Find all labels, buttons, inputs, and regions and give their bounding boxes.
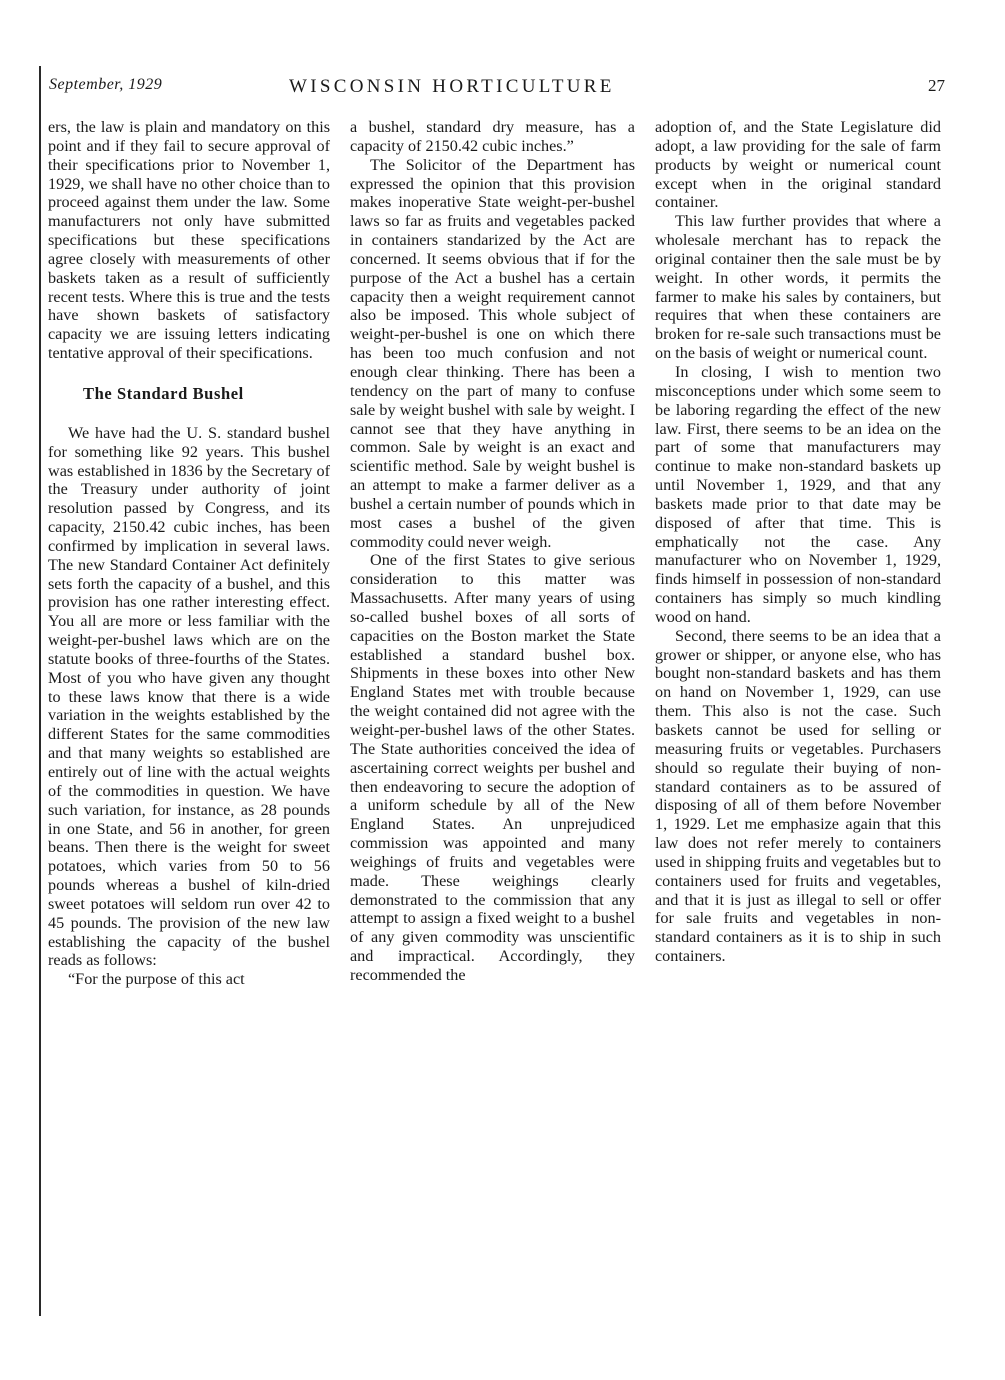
margin-rule <box>39 66 41 1316</box>
paragraph: a bushel, standard dry measure, has a capacity of 2150.42 cubic inches.” <box>350 118 635 155</box>
running-header <box>49 76 945 100</box>
paragraph: In closing, I wish to mention two misconceptions under which some seem to be laboring regarding the effect of the new law. First, there seems to be an idea on the part of some that manufacturers may continue to make non-standard baskets up until November 1, 1929, and that any baskets made prior to that date may be disposed of after that time. This is emphatically not the case. Any manufacturer who on November 1, 1929, finds himself in possession of non-standard containers has simply so much kindling wood on hand. <box>655 362 941 626</box>
text-column-3 <box>655 118 941 966</box>
section-heading: The Standard Bushel <box>83 383 244 403</box>
issue-date: September, 1929 <box>49 76 163 93</box>
paragraph: “For the purpose of this act <box>68 970 245 989</box>
paragraph: One of the first States to give serious consideration to this matter was Massachusetts. After many years of using so-called bushel boxes of all sorts of capacities on the Boston market the State established a standard bushel box. Shipments in these boxes into other New England States met with trouble because the weight contained did not agree with the weight-per-bushel laws of the other States. The State authorities conceived the idea of ascertaining correct weights per bushel and then endeavoring to secure the adoption of a uniform schedule by all of the New England States. An unprejudiced commission was appointed and many weighings of fruits and vegetables were made. These weighings clearly demonstrated to the commission that any attempt to assign a fixed weight to a bushel of any given commodity was unscientific and impractical. Accordingly, they recommended the <box>350 551 635 984</box>
paragraph: Second, there seems to be an idea that a grower or shipper, or anyone else, who has bought non-standard baskets and has them on hand on November 1, 1929, can use them. This also is not the case. Such baskets cannot be used for selling or measuring fruits or vegetables. Purchasers should so regulate their buying of non-standard containers as to be assured of disposing of all of them before November 1, 1929. Let me emphasize again that this law does not refer merely to containers used in shipping fruits and vegetables but to containers used for fruits and vegetables, and that it is just as illegal to sell or offer for sale fruits and vegetables in non-standard containers as it is to ship in such containers. <box>655 626 941 966</box>
paragraph: adoption of, and the State Legislature did adopt, a law providing for the sale of farm products by weight or numerical count except when in the original standard container. <box>655 118 941 212</box>
paragraph: This law further provides that where a wholesale merchant has to repack the original container then the sale must be by weight. In other words, it permits the farmer to make his sales by containers, but requires that when these containers are broken for re-sale such transactions must be on the basis of weight or numerical count. <box>655 212 941 363</box>
paragraph: ers, the law is plain and mandatory on this point and if they fail to secure approval of their specifications prior to November 1, 1929, we shall have no other choice than to proceed against them under the law. Some manufacturers not only have submitted specifications but these specifications agree closely with measurements of other baskets taken as a result of sufficiently recent tests. Where this is true and the tests have shown baskets of satisfactory capacity we are issuing letters indicating tentative approval of their specifications. <box>48 118 330 363</box>
publication-title: WISCONSIN HORTICULTURE <box>289 76 615 97</box>
paragraph: The Solicitor of the Department has expressed the opinion that this provision makes inoperative State weight-per-bushel laws so far as fruits and vegetables packed in containers standarized by the Act are concerned. It seems obvious that if for the purpose of the Act a bushel has a certain capacity then a weight requirement cannot also be imposed. This whole subject of weight-per-bushel is one on which there has been too much confusion and not enough clear thinking. There has been a tendency on the part of many to confuse sale by weight bushel with sale by weight. I cannot see that they have anything in common. Sale by weight is an exact and scientific method. Sale by weight bushel is an attempt to make a farmer deliver as a bushel a certain number of pounds which in most cases a bushel of the given commodity could never weigh. <box>350 155 635 551</box>
text-column-2 <box>350 118 635 985</box>
page-number: 27 <box>928 76 945 95</box>
text-column-1 <box>48 118 330 989</box>
paragraph: We have had the U. S. standard bushel for something like 92 years. This bushel was established in 1836 by the Secretary of the Treasury under authority of joint resolution passed by Congress, and its capacity, 2150.42 cubic inches, has been confirmed by implication in several laws. The new Standard Container Act definitely sets forth the capacity of a bushel, and this provision has one rather interesting effect. You all are more or less familiar with the weight-per-bushel laws which are on the statute books of three-fourths of the States. Most of you who have given any thought to these laws know that there is a wide variation in the weights established by the different States for the same commodities and that many weights so established are entirely out of line with the actual weights of the commodities in question. We have such variation, for instance, as 28 pounds in one State, and 56 in another, for green beans. Then there is the weight for sweet potatoes, which varies from 50 to 56 pounds whereas a bushel of kiln-dried sweet potatoes will seldom run over 42 to 45 pounds. The provision of the new law establishing the capacity of the bushel reads as follows: <box>48 423 330 970</box>
